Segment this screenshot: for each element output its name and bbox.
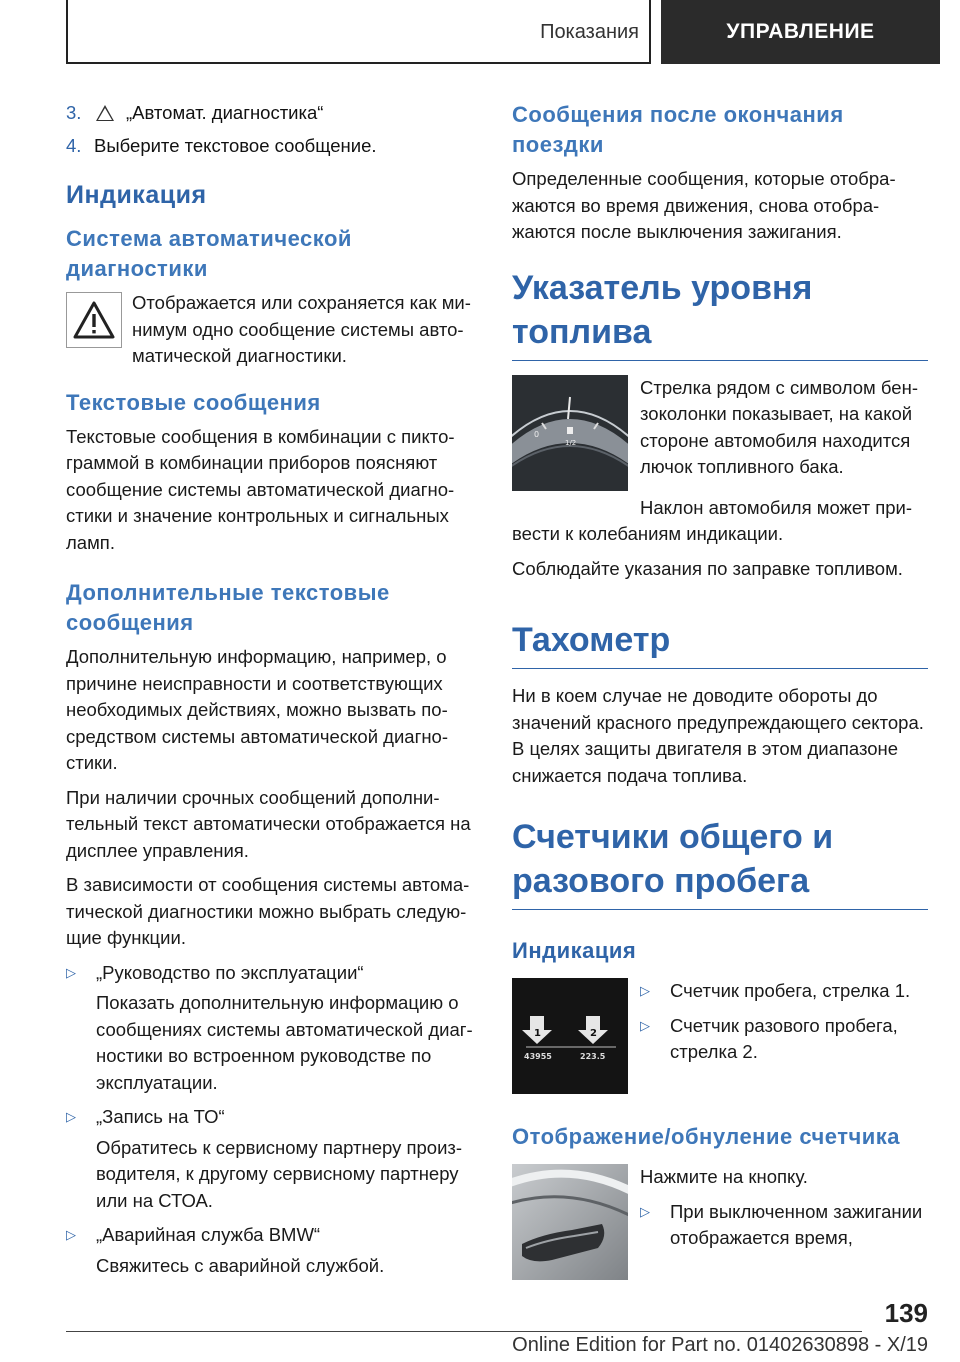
odometer-image [512,978,628,1094]
fuel-paragraph-2: Наклон автомобиля может привести к колебаниям индикации. [512,496,913,544]
page-number: 139 [884,1298,928,1328]
heading-after-trip: Сообщения после окончания поездки [512,102,844,157]
step-4 [66,133,480,160]
additional-paragraph-3: В зависимости от сообщения системы автоматической диагностики можно выбрать следующие функции. [66,874,470,948]
fuel-paragraph-3: Соблюдайте указания по заправке топливом. [512,557,903,579]
after-trip-paragraph: Определенные сообщения, которые отображаются во время движения, снова отображаются после выключения зажигания. [512,168,896,242]
bullet-title: „Аварийная служба BMW“ [96,1224,321,1245]
bullet-text: При выключенном зажигании отображается время, [670,1200,923,1248]
right-column [512,100,928,1280]
bullet-title: „Запись на ТО“ [96,1106,225,1127]
bullet-text: Счетчик разового пробега, стрелка 2. [670,1014,898,1062]
step-text: „Автомат. диагностика“ [126,102,324,123]
fuel-gauge-image [512,375,628,491]
fuel-section [512,375,928,491]
step-number: 4. [66,134,82,156]
heading-fuel-gauge: Указатель уровня топлива [512,266,928,361]
bullet-triangle-icon: ▷ [66,1109,76,1124]
odometer-value: 43955 [524,1052,552,1061]
trip-odometer-value: 223.5 [580,1052,606,1061]
list-item [66,960,480,987]
bullet-description: Показать дополнительную информацию о сообщениях системы автоматической диагностики во встроенном руководстве по эксплуатации. [96,992,473,1093]
heading-auto-diagnostics: Система автоматической диагностики [66,226,352,281]
bullet-triangle-icon: ▷ [66,1227,76,1242]
heading-tachometer: Тахометр [512,618,928,669]
bullet-description: Обратитесь к сервисному партнеру производителя, к другому сервисному партнеру или на СТОА. [96,1136,463,1211]
heading-odometer-indication: Индикация [512,938,637,963]
bullet-title: „Руководство по эксплуатации“ [96,961,364,983]
reset-section [512,1164,928,1280]
warning-triangle-icon [96,105,114,121]
list-item [640,1199,928,1252]
reset-text [640,1164,928,1280]
heading-additional-messages: Дополнительные текстовые сообщения [66,580,390,635]
heading-text-messages: Текстовые сообщения [66,389,321,415]
bullet-description: Свяжитесь с аварийной службой. [96,1254,385,1276]
bullet-triangle-icon: ▷ [66,964,76,980]
bullet-triangle-icon: ▷ [640,983,650,998]
additional-paragraph-2: При наличии срочных сообщений дополнительный текст автоматически отображается на дисплее управления. [66,786,471,861]
step-3 [66,100,480,127]
warning-text: Отображается или сохраняется как минимум одно сообщение системы автоматической диагностики. [132,292,471,366]
heading-odometer: Счетчики общего и разового пробега [512,815,928,910]
list-item [66,1222,480,1249]
bullet-triangle-icon: ▷ [640,1203,650,1219]
warning-block [66,290,480,370]
left-column [66,100,480,1279]
text-messages-paragraph: Текстовые сообщения в комбинации с пиктограммой в комбинации приборов поясняют сообщение системы автоматической диагностики и значение контрольных и сигнальных ламп. [66,425,455,553]
list-item [640,978,928,1005]
heading-indication: Индикация [66,181,207,209]
step-text: Выберите текстовое сообщение. [94,134,377,156]
gauge-center-label: 1/2 [565,438,577,447]
odometer-section [512,978,928,1094]
bullet-triangle-icon: ▷ [640,1017,650,1033]
footer-edition: Online Edition for Part no. 01402630898 - X/19 [512,1334,928,1356]
header-chapter-tab: УПРАВЛЕНИЕ [661,0,940,64]
gauge-left-label: 0 [534,429,540,439]
step-number: 3. [66,102,82,123]
footer-divider [66,1331,862,1332]
reset-paragraph: Нажмите на кнопку. [640,1166,808,1187]
list-item [66,1104,480,1131]
tachometer-paragraph: Ни в коем случае не доводите обороты до значений красного предупреждающего сектора. В целях защиты двигателя в этом диапазоне снижается подача топлива. [512,685,924,786]
warning-icon [66,292,122,348]
header-section-title: Показания [540,20,639,43]
arrow-1-label: 1 [534,1028,541,1039]
additional-paragraph-1: Дополнительную информацию, например, о причине неисправности и соответствующих необходимых действиях, можно вызвать посредством системы автоматической диагностики. [66,646,449,773]
fuel-paragraph-1: Стрелка рядом с символом бензоколонки показывает, на какой стороне автомобиля находится лючок топливного бака. [640,376,918,477]
arrow-2-label: 2 [590,1028,597,1039]
list-item [640,1013,928,1066]
odometer-bullets [640,978,928,1094]
bullet-text: Счетчик пробега, стрелка 1. [670,980,911,1001]
reset-button-image [512,1164,628,1280]
heading-reset: Отображение/обнуление счетчика [512,1124,901,1149]
